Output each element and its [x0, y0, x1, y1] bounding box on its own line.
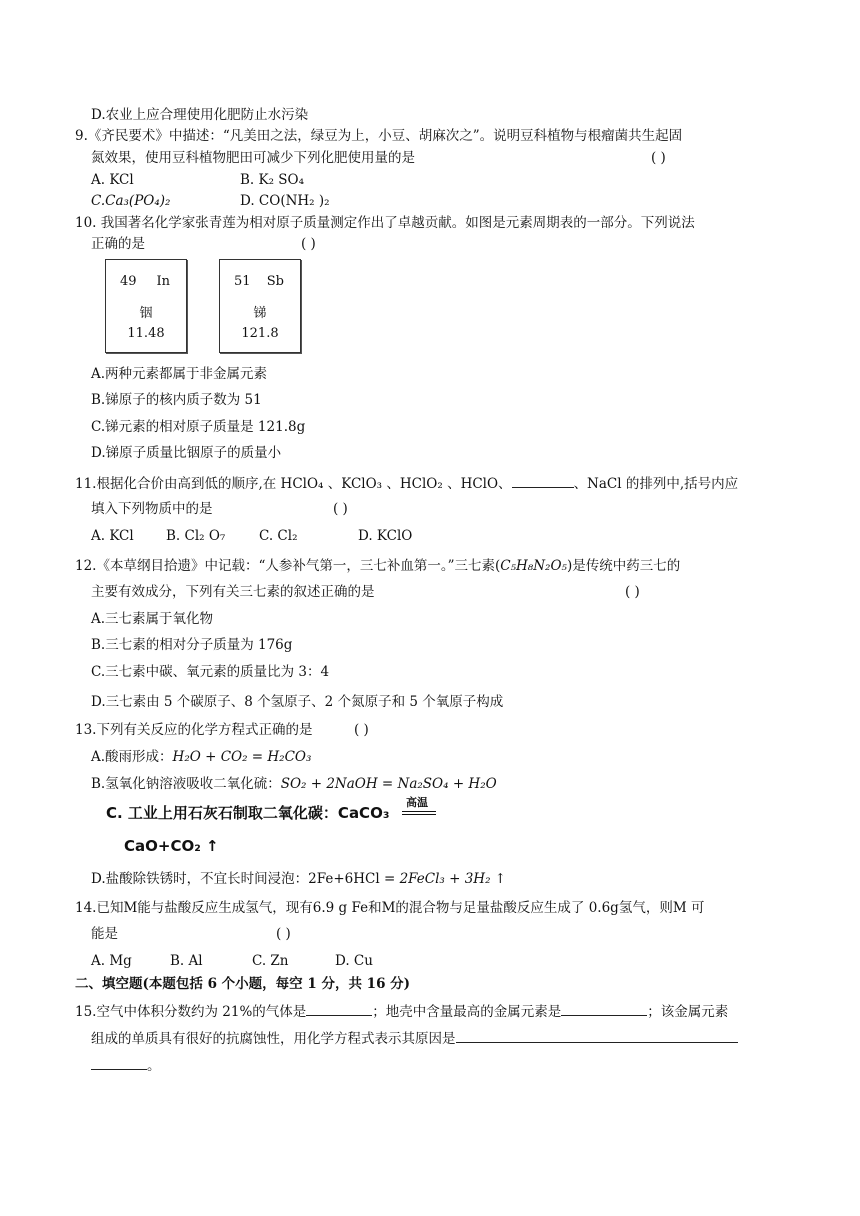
q12-answer-paren: ( ): [625, 584, 640, 600]
q10-option-a: A.两种元素都属于非金属元素: [91, 366, 268, 382]
q14-option-d: D. Cu: [335, 953, 373, 969]
q12-stem-part2: )是传统中药三七的: [566, 558, 681, 574]
q15-stem-line1: [75, 1001, 728, 1022]
q9-stem-line1: 9.《齐民要术》中描述：“凡美田之法，绿豆为上，小豆、胡麻次之”。说明豆科植物与根瘤菌共生起固: [75, 128, 683, 144]
atomic-mass: 121.8: [241, 326, 279, 341]
q13-option-d-label: D.盐酸除铁锈时，不宜长时间浸泡：2Fe+6HCl =: [91, 871, 400, 887]
q11-stem-line1: [75, 473, 738, 494]
q13-option-a-label: A.酸雨形成：: [91, 749, 173, 765]
q15-part2: ；地壳中含量最高的金属元素是: [372, 1004, 562, 1020]
q13-option-d-equation: 2FeCl₃ + 3H₂ ↑: [399, 871, 507, 887]
element-name: 铟: [139, 306, 153, 321]
q15-stem-line2: [91, 1028, 738, 1049]
section-title-fill-in: 二、填空题(本题包括 6 个小题，每空 1 分，共 16 分): [75, 976, 411, 992]
q10-answer-paren: ( ): [301, 236, 316, 252]
q12-option-d: D.三七素由 5 个碳原子、8 个氢原子、2 个氮原子和 5 个氧原子构成: [91, 694, 504, 710]
q14-stem-line1: 14.已知M能与盐酸反应生成氢气，现有6.9 g Fe和M的混合物与足量盐酸反应生成了 0.6g氢气，则M 可: [75, 900, 705, 916]
element-symbol: In: [156, 274, 170, 289]
q9-option-a: A. KCl: [91, 172, 134, 188]
q12-option-a: A.三七素属于氧化物: [91, 611, 214, 627]
q10-option-d: D.锑原子质量比铟原子的质量小: [91, 445, 282, 461]
q14-option-a: A. Mg: [91, 953, 132, 969]
q9-answer-paren: ( ): [651, 150, 666, 166]
element-name: 锑: [253, 306, 267, 321]
q12-stem-line2: 主要有效成分，下列有关三七素的叙述正确的是: [91, 584, 375, 600]
q11-option-b: B. Cl₂ O₇: [166, 528, 226, 544]
q11-option-c: C. Cl₂: [259, 528, 298, 544]
q13-option-a: [91, 747, 311, 767]
element-symbol: Sb: [266, 274, 284, 289]
q11-answer-paren: ( ): [333, 501, 348, 517]
q12-stem-part1: 12.《本草纲目拾遗》中记载：“人参补气第一，三七补血第一。”三七素(: [75, 558, 501, 574]
q9-stem-line2: 氮效果，使用豆科植物肥田可减少下列化肥使用量的是: [91, 150, 415, 166]
q15-part4: 组成的单质具有很好的抗腐蚀性，用化学方程式表示其原因是: [91, 1031, 456, 1047]
q11-fill-blank[interactable]: [512, 473, 574, 488]
q8-option-d: D.农业上应合理使用化肥防止水污染: [91, 107, 309, 123]
q13-option-a-equation: H₂O + CO₂ = H₂CO₃: [172, 749, 312, 765]
q13-option-b-equation: SO₂ + 2NaOH = Na₂SO₄ + H₂O: [280, 776, 497, 792]
q10-option-c: C.锑元素的相对原子质量是 121.8g: [91, 419, 306, 435]
atomic-number: 49: [120, 274, 137, 289]
q11-stem-part1: 11.根据化合价由高到低的顺序,在 HClO₄ 、KClO₃ 、HClO₂ 、HClO、: [75, 476, 512, 492]
atomic-number: 51: [234, 274, 251, 289]
q9-option-d: D. CO(NH₂ )₂: [240, 193, 330, 209]
equals-sign-icon: [402, 811, 436, 815]
q13-option-c-product: CaO+CO₂ ↑: [124, 837, 219, 855]
q10-option-b: B.锑原子的核内质子数为 51: [91, 392, 262, 408]
q11-stem-part2: 、NaCl 的排列中,括号内应: [573, 476, 739, 492]
q15-part1: 15.空气中体积分数约为 21%的气体是: [75, 1004, 307, 1020]
q12-formula: C₅H₈N₂O₅: [500, 558, 567, 574]
q13-option-c: C. 工业上用石灰石制取二氧化碳：CaCO₃: [106, 804, 390, 822]
q15-period: 。: [147, 1058, 161, 1074]
q13-option-d: [91, 869, 506, 889]
q13-option-b: [91, 774, 497, 794]
q9-option-b: B. K₂ SO₄: [240, 172, 305, 188]
q15-blank-equation-cont[interactable]: [91, 1055, 147, 1070]
q15-blank-metal[interactable]: [561, 1001, 647, 1016]
q10-stem-line1: 10. 我国著名化学家张青莲为相对原子质量测定作出了卓越贡献。如图是元素周期表的一部分。下列说法: [75, 215, 695, 231]
q14-answer-paren: ( ): [276, 926, 291, 942]
q15-part3: ；该金属元素: [647, 1004, 729, 1020]
q14-stem-line2: 能是: [91, 926, 118, 942]
q12-stem-line1: [75, 556, 680, 576]
q13-stem: 13.下列有关反应的化学方程式正确的是: [75, 722, 313, 738]
q15-blank-gas[interactable]: [306, 1001, 372, 1016]
q14-option-b: B. Al: [170, 953, 203, 969]
q12-option-b: B.三七素的相对分子质量为 176g: [91, 637, 293, 653]
q13-option-b-label: B.氢氧化钠溶液吸收二氧化硫：: [91, 776, 281, 792]
q13-answer-paren: ( ): [354, 722, 369, 738]
atomic-mass: 11.48: [127, 326, 165, 341]
q12-option-c: C.三七素中碳、氧元素的质量比为 3：4: [91, 664, 330, 680]
q15-blank-equation[interactable]: [456, 1028, 738, 1043]
q14-option-c: C. Zn: [252, 953, 289, 969]
q15-stem-line3: [91, 1055, 161, 1076]
q11-stem-line2: 填入下列物质中的是: [91, 501, 213, 517]
q11-option-a: A. KCl: [91, 528, 134, 544]
q11-option-d: D. KClO: [358, 528, 413, 544]
element-tile-antimony: [219, 259, 301, 353]
q10-stem-line2: 正确的是: [91, 236, 145, 252]
element-tile-indium: [105, 259, 187, 353]
q9-option-c: C.Ca₃(PO₄)₂: [91, 193, 171, 209]
q13-option-c-condition: 高温: [406, 796, 428, 809]
